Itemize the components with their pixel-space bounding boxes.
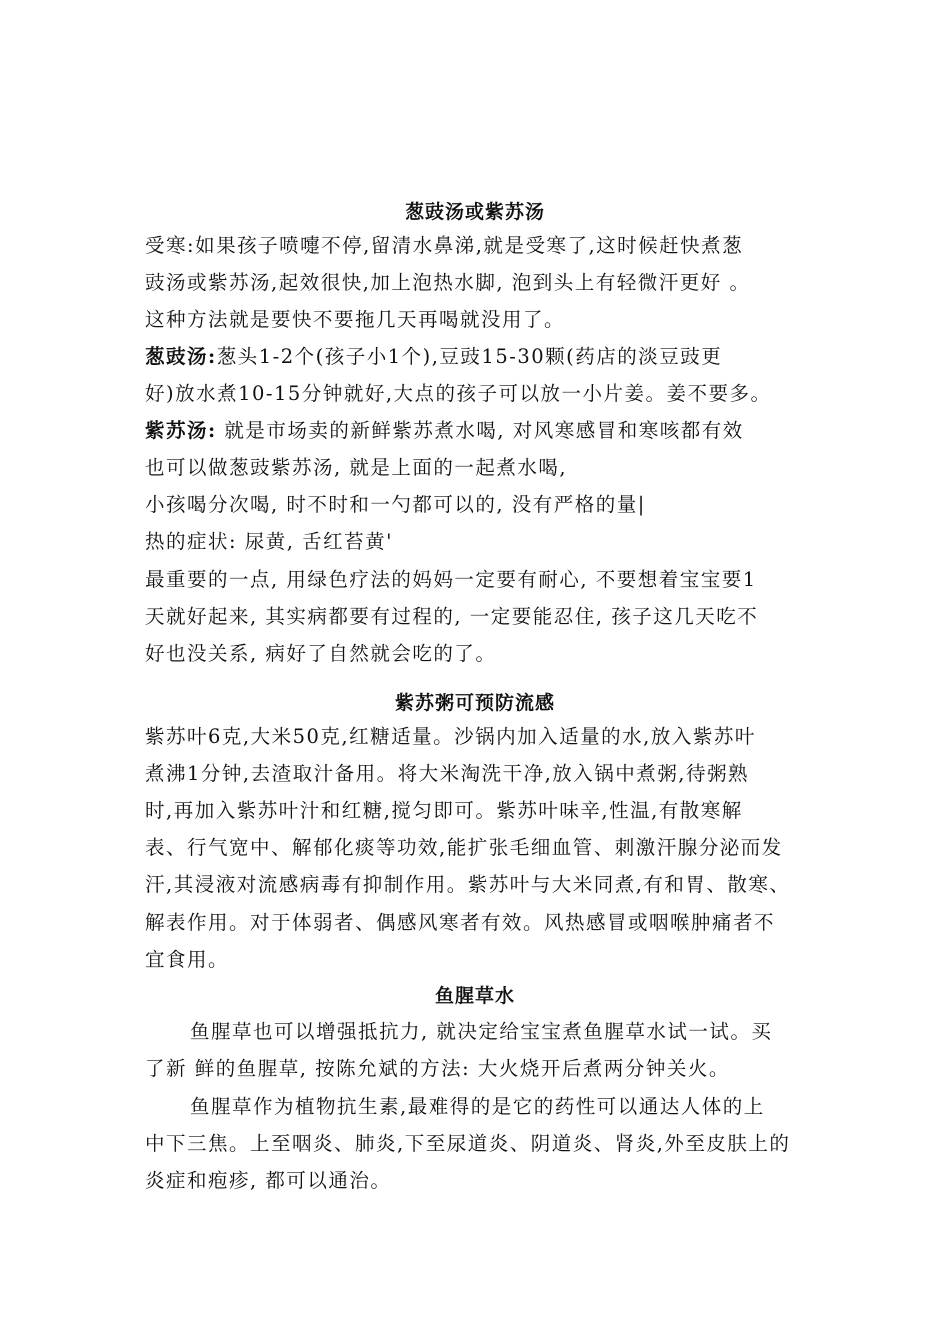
paragraph-line: 中下三焦。上至咽炎、肺炎,下至尿道炎、阴道炎、肾炎,外至皮肤上的 [145, 1132, 791, 1155]
paragraph-line: 豉汤或紫苏汤,起效很快,加上泡热水脚, 泡到头上有轻微汗更好 。 [145, 271, 751, 294]
section-title-houttuynia-water: 鱼腥草水 [434, 985, 515, 1007]
paragraph-line: 汗,其浸液对流感病毒有抑制作用。紫苏叶与大米同煮,有和胃、散寒、 [145, 873, 791, 896]
congchi-soup-line [145, 344, 722, 370]
paragraph-line: 天就好起来, 其实病都要有过程的, 一定要能忍住, 孩子这几天吃不 [145, 605, 759, 628]
paragraph-line: 时,再加入紫苏叶汁和红糖,搅匀即可。紫苏叶味辛,性温,有散寒解 [145, 799, 743, 822]
paragraph-line: 了新 鲜的鱼腥草, 按陈允斌的方法: 大火烧开后煮两分钟关火。 [145, 1057, 730, 1080]
paragraph-line: 也可以做葱豉紫苏汤, 就是上面的一起煮水喝, [145, 456, 568, 479]
paragraph-line: 受寒:如果孩子喷嚏不停,留清水鼻涕,就是受寒了,这时候赶快煮葱 [145, 234, 744, 257]
paragraph-line: 鱼腥草也可以增强抵抗力, 就决定给宝宝煮鱼腥草水试一试。买 [190, 1020, 773, 1043]
zisu-soup-label: 紫苏汤: [145, 419, 217, 442]
paragraph-line: 煮沸1分钟,去渣取汁备用。将大米淘洗干净,放入锅中煮粥,待粥熟 [145, 762, 750, 785]
zisu-soup-text: 就是市场卖的新鲜紫苏煮水喝, 对风寒感冒和寒咳都有效 [216, 419, 744, 442]
section-title-zisu-porridge: 紫苏粥可预防流感 [394, 692, 555, 714]
paragraph-line: 表、行气宽中、解郁化痰等功效,能扩张毛细血管、刺激汗腺分泌而发 [145, 836, 783, 859]
paragraph-line: 这种方法就是要快不要拖几天再喝就没用了。 [145, 308, 566, 331]
zisu-soup-line [145, 418, 744, 444]
paragraph-line: 紫苏叶6克,大米50克,红糖适量。沙锅内加入适量的水,放入紫苏叶 [145, 725, 756, 748]
paragraph-line: 好)放水煮10-15分钟就好,大点的孩子可以放一小片姜。姜不要多。 [145, 382, 772, 405]
paragraph-line: 好也没关系, 病好了自然就会吃的了。 [145, 642, 497, 665]
section-title-congchi-or-zisu-soup: 葱豉汤或紫苏汤 [404, 201, 545, 223]
paragraph-line: 小孩喝分次喝, 时不时和一勺都可以的, 没有严格的量| [145, 493, 646, 516]
congchi-soup-text: 葱头1-2个(孩子小1个),豆豉15-30颗(药店的淡豆豉更 [216, 345, 723, 368]
paragraph-line: 炎症和疱疹, 都可以通治。 [145, 1169, 392, 1192]
paragraph-line: 热的症状: 尿黄, 舌红苔黄' [145, 530, 394, 553]
congchi-soup-label: 葱豉汤: [145, 345, 217, 368]
paragraph-line: 最重要的一点, 用绿色疗法的妈妈一定要有耐心, 不要想着宝宝要1 [145, 568, 757, 591]
paragraph-line: 鱼腥草作为植物抗生素,最难得的是它的药性可以通达人体的上 [190, 1095, 765, 1118]
paragraph-line: 解表作用。对于体弱者、偶感风寒者有效。风热感冒或咽喉肿痛者不 [145, 911, 776, 934]
paragraph-line: 宜食用。 [145, 948, 230, 971]
